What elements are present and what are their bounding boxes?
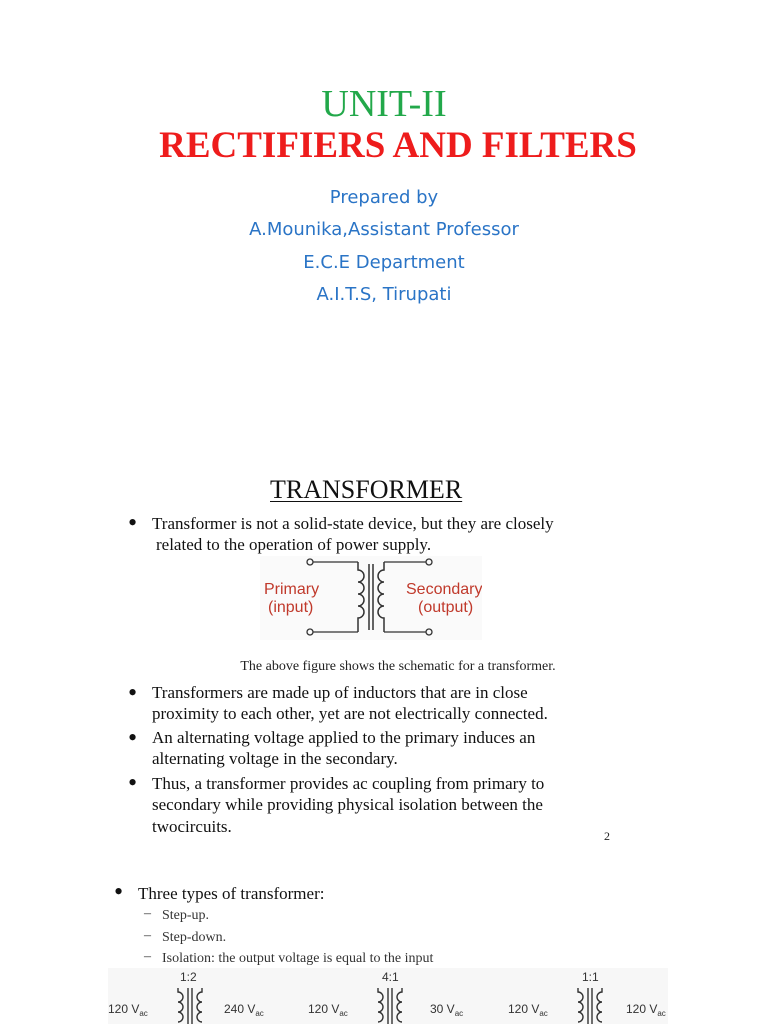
- unit-heading: UNIT-II: [321, 83, 447, 125]
- voltage-subscript: ac: [657, 1009, 666, 1018]
- transformer-types-icon: [108, 968, 668, 1024]
- ratio-label: 1:1: [582, 970, 599, 984]
- output-voltage: 120 V: [626, 1002, 658, 1016]
- department-text: E.C.E Department: [303, 252, 465, 273]
- figure-caption: The above figure shows the schematic for a transformer.: [240, 659, 556, 674]
- voltage-subscript: ac: [139, 1009, 148, 1018]
- svg-text:240 Vac: [224, 1002, 264, 1018]
- bullet3-line1: An alternating voltage applied to the primary induces an: [152, 728, 536, 747]
- voltage-subscript: ac: [339, 1009, 348, 1018]
- bullet-marker: •: [128, 723, 138, 752]
- voltage-subscript: ac: [539, 1009, 548, 1018]
- step-down-figure: [308, 970, 463, 1024]
- primary-sub-label: (input): [268, 599, 314, 616]
- transformer-symbol-icon: [260, 556, 482, 640]
- type-item: Step-up.: [162, 908, 210, 923]
- input-voltage: 120 V: [308, 1002, 340, 1016]
- bullet-marker: •: [128, 678, 138, 707]
- page-number: 2: [604, 829, 610, 843]
- bullet2-line2: proximity to each other, yet are not electrically connected.: [152, 704, 548, 723]
- bullet4-line2: secondary while providing physical isolation between the: [152, 795, 543, 814]
- dash-marker: –: [144, 949, 151, 964]
- type-item: Step-down.: [162, 930, 227, 945]
- output-voltage: 30 V: [430, 1002, 455, 1016]
- voltage-subscript: ac: [255, 1009, 264, 1018]
- bullet4-line1: Thus, a transformer provides ac coupling from primary to: [152, 774, 545, 793]
- bullet4-line3: twocircuits.: [152, 817, 232, 836]
- primary-label: Primary: [264, 581, 320, 598]
- bullet1-line1: Transformer is not a solid-state device, but they are closely: [152, 514, 554, 533]
- secondary-label: Secondary: [406, 581, 482, 598]
- svg-text:120 Vac: [108, 1002, 148, 1018]
- transformer-schematic: [260, 556, 482, 640]
- prepared-by-text: Prepared by: [329, 187, 439, 208]
- svg-text:30 Vac: [430, 1002, 463, 1018]
- svg-text:120 Vac: [626, 1002, 666, 1018]
- author-text: A.Mounika,Assistant Professor: [249, 219, 519, 240]
- type-item: Isolation: the output voltage is equal to the input: [162, 951, 434, 966]
- output-voltage: 240 V: [224, 1002, 256, 1016]
- ratio-label: 1:2: [180, 970, 197, 984]
- institute-text: A.I.T.S, Tirupati: [316, 284, 452, 305]
- bullet3-line2: alternating voltage in the secondary.: [152, 749, 398, 768]
- bullet-marker: •: [128, 508, 138, 537]
- voltage-subscript: ac: [454, 1009, 464, 1018]
- bullet1-line2: related to the operation of power supply.: [156, 535, 432, 554]
- input-voltage: 120 V: [508, 1002, 540, 1016]
- secondary-sub-label: (output): [418, 599, 474, 616]
- ratio-label: 4:1: [382, 970, 399, 984]
- isolation-figure: [508, 970, 666, 1024]
- dash-marker: –: [144, 928, 151, 943]
- transformer-types-figure: [108, 968, 668, 1024]
- input-voltage: 120 V: [108, 1002, 140, 1016]
- types-bullet: Three types of transformer:: [138, 884, 325, 903]
- slide-title: RECTIFIERS AND FILTERS: [159, 125, 637, 166]
- bullet2-line1: Transformers are made up of inductors that are in close: [152, 683, 528, 702]
- dash-marker: –: [144, 906, 151, 921]
- bullet-marker: •: [114, 877, 124, 906]
- transformer-heading: TRANSFORMER: [270, 475, 463, 504]
- step-up-figure: [108, 970, 264, 1024]
- svg-text:120 Vac: [308, 1002, 348, 1018]
- svg-text:120 Vac: [508, 1002, 548, 1018]
- bullet-marker: •: [128, 768, 138, 797]
